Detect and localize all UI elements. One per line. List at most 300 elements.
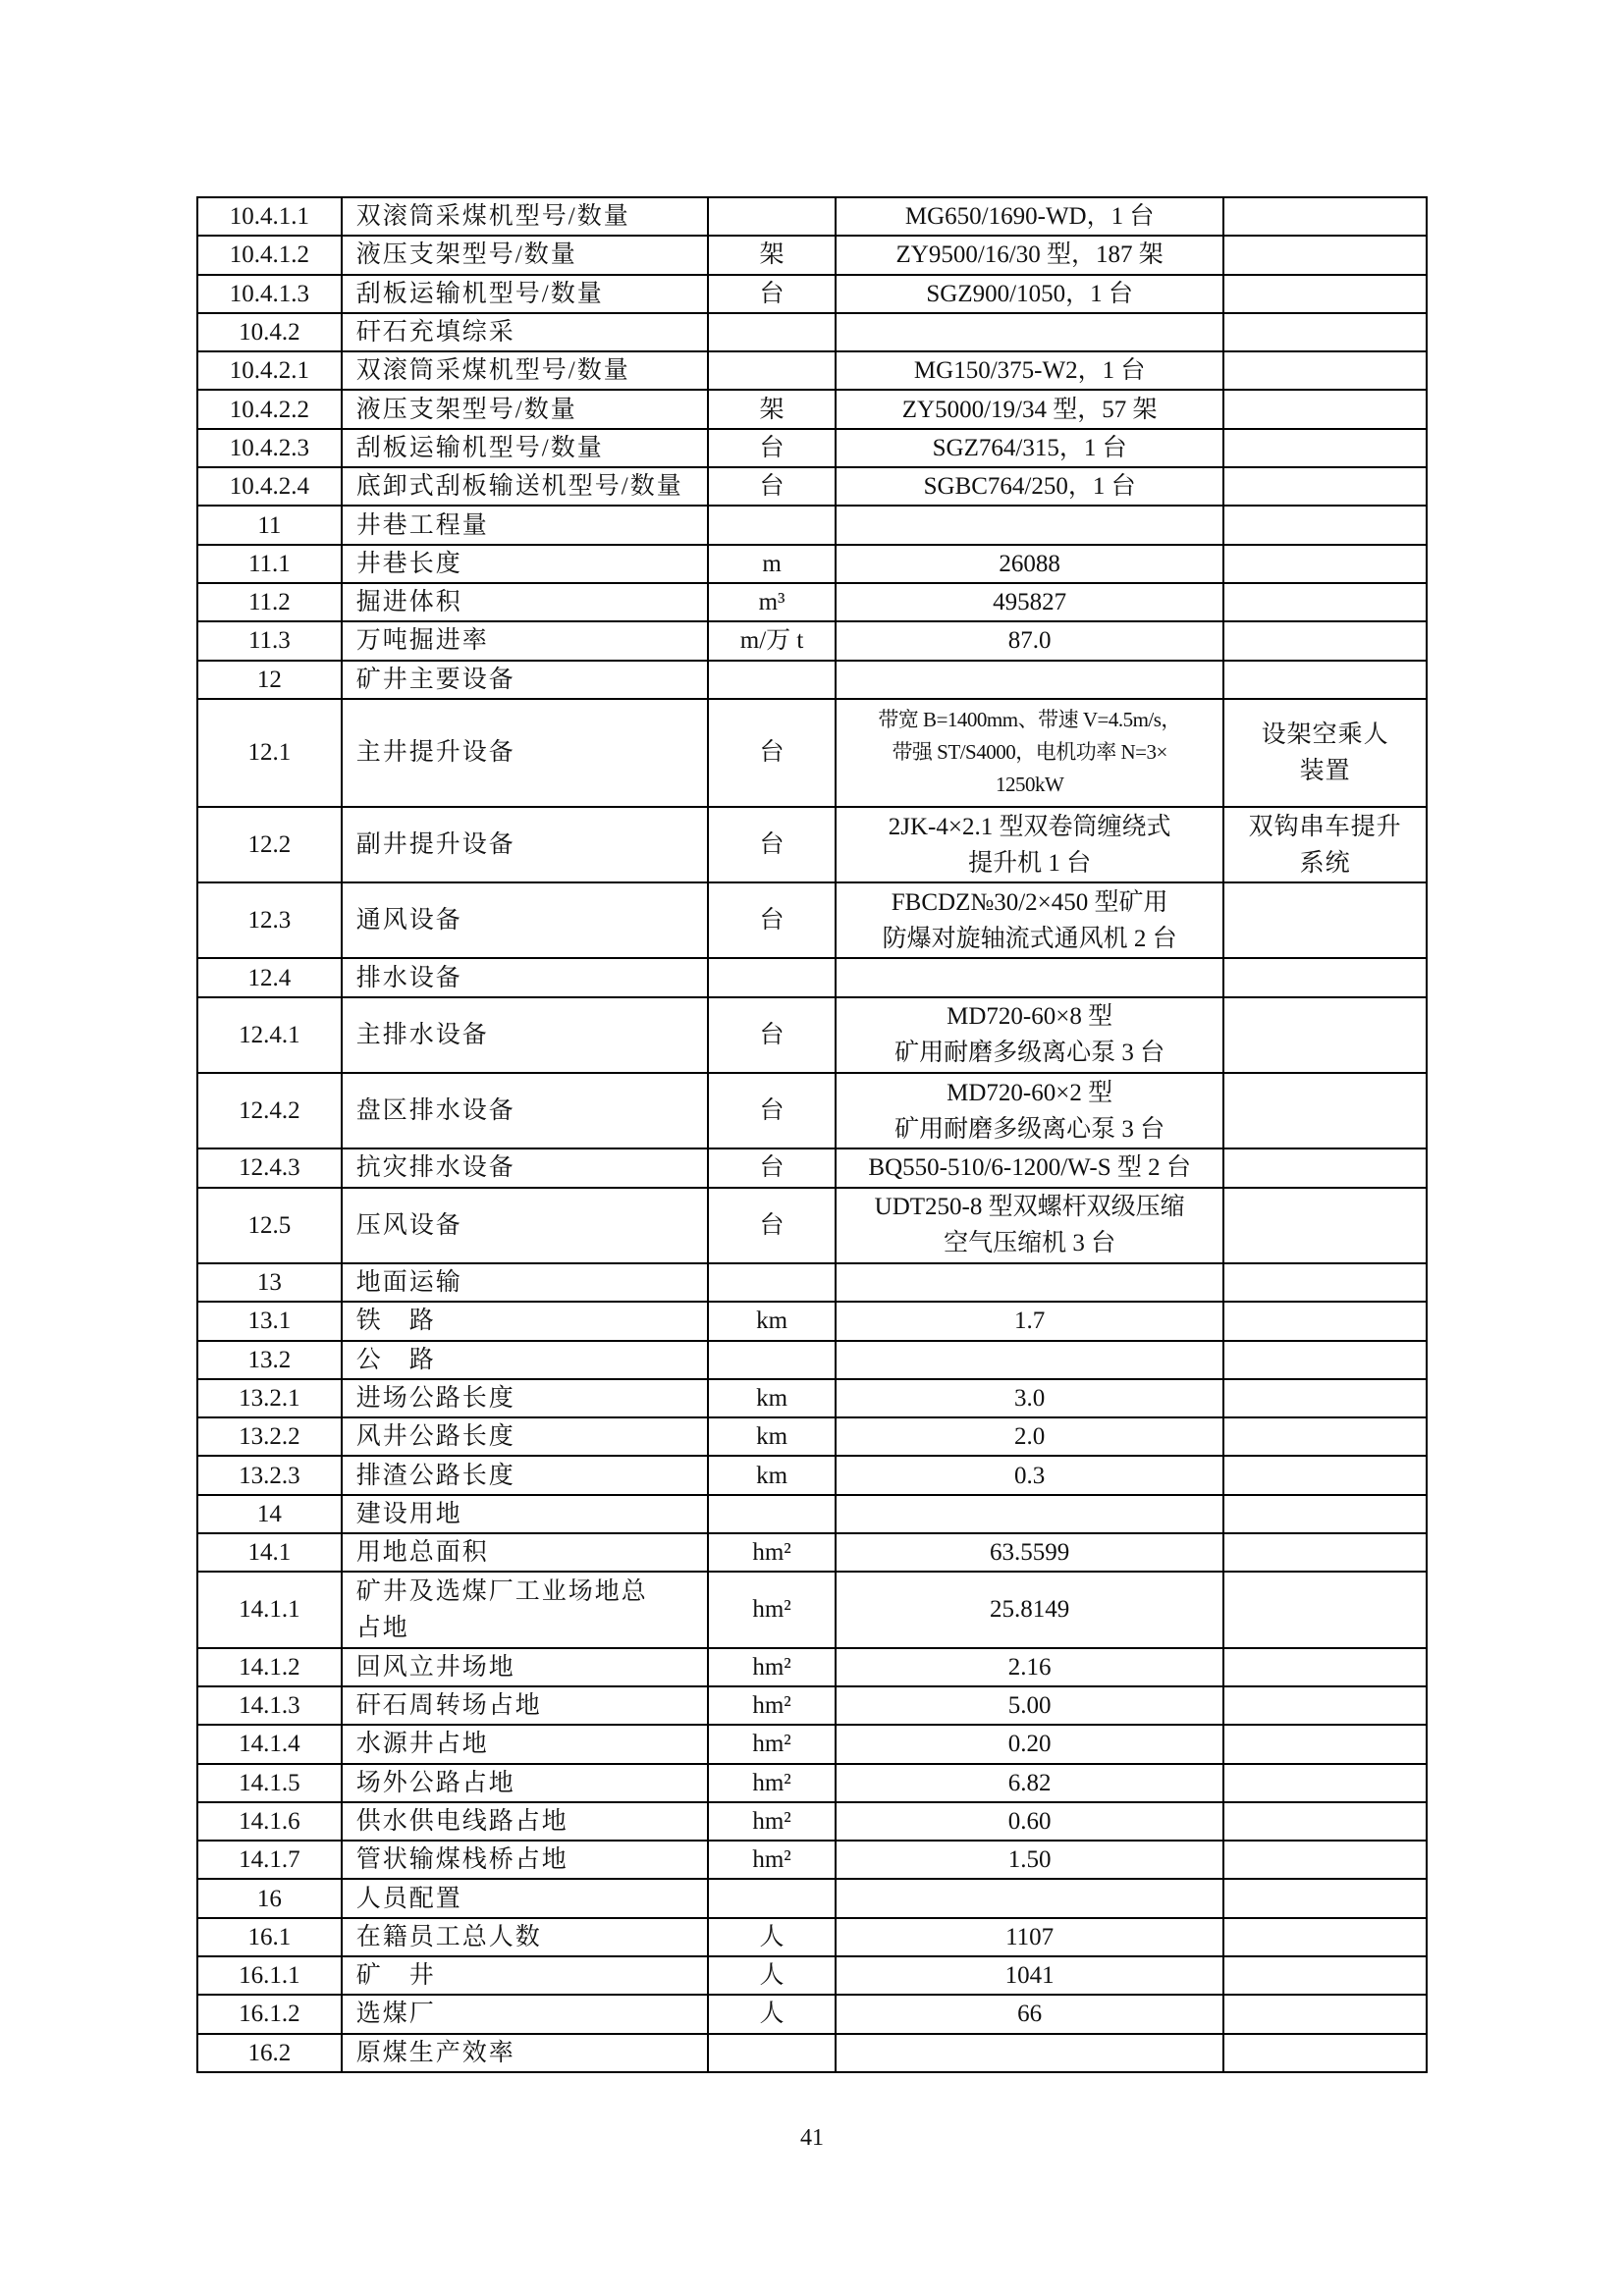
item-name-cell-text: 主排水设备: [355, 1021, 489, 1048]
note-cell: [1224, 1189, 1428, 1262]
unit-cell: [709, 2035, 837, 2071]
row-number-cell: [198, 1803, 343, 1840]
unit-cell-text: hm²: [752, 1731, 791, 1758]
unit-cell-text: km: [756, 1423, 788, 1451]
unit-cell-text: 人: [759, 1923, 785, 1950]
value-cell: [837, 1726, 1224, 1762]
unit-cell-text: 台: [759, 831, 785, 858]
item-name-cell: [343, 700, 709, 806]
table-row: [198, 662, 1428, 700]
value-cell: [837, 391, 1224, 427]
value-cell: [837, 1573, 1224, 1646]
row-number-cell-text: 14.1.7: [239, 1846, 300, 1874]
table-row: [198, 1457, 1428, 1495]
item-name-cell: [343, 662, 709, 698]
row-number-cell: [198, 1996, 343, 2032]
unit-cell-text: 人: [759, 1962, 785, 1990]
value-cell-text: ZY9500/16/30 型，187 架: [895, 241, 1164, 269]
unit-cell-text: 台: [759, 1097, 785, 1125]
note-cell: [1224, 1765, 1428, 1801]
note-cell: [1224, 622, 1428, 659]
unit-cell: [709, 662, 837, 698]
unit-cell-text: 台: [759, 1211, 785, 1239]
unit-cell: [709, 1264, 837, 1301]
note-cell-text: 设架空乘人 装置: [1261, 721, 1389, 784]
unit-cell: [709, 1534, 837, 1571]
item-name-cell: [343, 1803, 709, 1840]
value-cell: [837, 1803, 1224, 1840]
row-number-cell: [198, 314, 343, 350]
unit-cell: [709, 1380, 837, 1416]
row-number-cell: [198, 1074, 343, 1148]
table-row: [198, 1919, 1428, 1957]
item-name-cell-text: 底卸式刮板输送机型号/数量: [355, 473, 683, 501]
row-number-cell-text: 11.1: [247, 550, 291, 577]
note-cell: [1224, 808, 1428, 881]
table-row: [198, 1765, 1428, 1803]
item-name-cell: [343, 1649, 709, 1685]
item-name-cell: [343, 998, 709, 1072]
item-name-cell-text: 人员配置: [355, 1885, 462, 1912]
value-cell-text: 1107: [1005, 1923, 1055, 1950]
item-name-cell-text: 掘进体积: [355, 589, 462, 616]
row-number-cell: [198, 1380, 343, 1416]
item-name-cell-text: 盘区排水设备: [355, 1097, 515, 1125]
item-name-cell-text: 矿井及选煤厂工业场地总 占地: [355, 1577, 648, 1641]
value-cell-text: SGZ764/315，1 台: [932, 434, 1127, 461]
row-number-cell-text: 13.2.1: [239, 1384, 300, 1412]
row-number-cell: [198, 1303, 343, 1339]
row-number-cell-text: 12.2: [247, 831, 292, 858]
unit-cell: [709, 1418, 837, 1455]
note-cell: [1224, 352, 1428, 389]
item-name-cell-text: 风井公路长度: [355, 1423, 515, 1451]
item-name-cell-text: 刮板运输机型号/数量: [355, 280, 604, 307]
table-row: [198, 1880, 1428, 1918]
note-cell: [1224, 1342, 1428, 1378]
unit-cell: [709, 1189, 837, 1262]
table-row: [198, 1996, 1428, 2034]
table-row: [198, 883, 1428, 959]
value-cell: [837, 1342, 1224, 1378]
table-row: [198, 622, 1428, 661]
item-name-cell-text: 回风立井场地: [355, 1653, 515, 1681]
item-name-cell-text: 排水设备: [355, 964, 462, 991]
row-number-cell-text: 16.1.2: [239, 2001, 300, 2028]
item-name-cell: [343, 1880, 709, 1916]
item-name-cell-text: 用地总面积: [355, 1539, 489, 1567]
value-cell: [837, 430, 1224, 466]
unit-cell: [709, 1996, 837, 2032]
item-name-cell: [343, 622, 709, 659]
note-cell: [1224, 584, 1428, 620]
item-name-cell: [343, 808, 709, 881]
unit-cell: [709, 430, 837, 466]
table-row: [198, 1074, 1428, 1149]
value-cell-text: 87.0: [1007, 627, 1052, 655]
row-number-cell-text: 16.1.1: [239, 1962, 300, 1990]
unit-cell: [709, 276, 837, 312]
item-name-cell-text: 双滚筒采煤机型号/数量: [355, 357, 630, 385]
row-number-cell: [198, 1880, 343, 1916]
note-cell: [1224, 1996, 1428, 2032]
row-number-cell: [198, 1842, 343, 1878]
row-number-cell: [198, 237, 343, 273]
item-name-cell: [343, 1996, 709, 2032]
row-number-cell: [198, 1687, 343, 1724]
item-name-cell-text: 万吨掘进率: [355, 627, 489, 655]
note-cell: [1224, 391, 1428, 427]
note-cell: [1224, 1687, 1428, 1724]
table-row: [198, 1803, 1428, 1842]
row-number-cell: [198, 700, 343, 806]
item-name-cell: [343, 1573, 709, 1646]
item-name-cell: [343, 276, 709, 312]
table-row: [198, 998, 1428, 1074]
table-row: [198, 1380, 1428, 1418]
note-cell: [1224, 468, 1428, 505]
unit-cell-text: hm²: [752, 1769, 791, 1796]
note-cell: [1224, 1149, 1428, 1186]
value-cell-text: MD720-60×8 型 矿用耐磨多级离心泵 3 台: [894, 1003, 1165, 1067]
item-name-cell: [343, 1074, 709, 1148]
table-row: [198, 314, 1428, 352]
value-cell-text: 2.0: [1014, 1423, 1046, 1451]
unit-cell-text: 台: [759, 907, 785, 934]
table-row: [198, 1303, 1428, 1341]
row-number-cell-text: 13.1: [247, 1308, 292, 1335]
item-name-cell: [343, 1380, 709, 1416]
note-cell: [1224, 198, 1428, 235]
item-name-cell-text: 供水供电线路占地: [355, 1807, 568, 1835]
item-name-cell: [343, 1534, 709, 1571]
unit-cell-text: 台: [759, 739, 785, 767]
row-number-cell-text: 11.3: [247, 627, 291, 655]
table-row: [198, 2035, 1428, 2073]
unit-cell: [709, 468, 837, 505]
table-row: [198, 808, 1428, 883]
row-number-cell-text: 14.1.6: [239, 1807, 300, 1835]
table-row: [198, 546, 1428, 584]
item-name-cell: [343, 1342, 709, 1378]
value-cell-text: 带宽 B=1400mm、带速 V=4.5m/s， 带强 ST/S4000，电机功率 N=3× 1250kW: [878, 708, 1181, 797]
value-cell: [837, 1880, 1224, 1916]
value-cell: [837, 314, 1224, 350]
value-cell-text: 25.8149: [990, 1596, 1070, 1624]
table-row: [198, 1189, 1428, 1264]
value-cell-text: 66: [1017, 2001, 1043, 2028]
value-cell-text: 0.20: [1007, 1731, 1052, 1758]
value-cell: [837, 1534, 1224, 1571]
table-row: [198, 198, 1428, 237]
item-name-cell-text: 主井提升设备: [355, 739, 515, 767]
row-number-cell-text: 13.2.2: [239, 1423, 300, 1451]
value-cell: [837, 352, 1224, 389]
value-cell: [837, 1996, 1224, 2032]
unit-cell: [709, 1573, 837, 1646]
item-name-cell-text: 刮板运输机型号/数量: [355, 434, 604, 461]
item-name-cell: [343, 1842, 709, 1878]
row-number-cell: [198, 1726, 343, 1762]
row-number-cell: [198, 998, 343, 1072]
row-number-cell: [198, 1149, 343, 1186]
unit-cell: [709, 1496, 837, 1532]
note-cell: [1224, 883, 1428, 957]
value-cell-text: 3.0: [1014, 1384, 1046, 1412]
item-name-cell-text: 矸石周转场占地: [355, 1692, 542, 1720]
note-cell: [1224, 1496, 1428, 1532]
item-name-cell-text: 原煤生产效率: [355, 2039, 515, 2066]
item-name-cell: [343, 1726, 709, 1762]
unit-cell: [709, 1880, 837, 1916]
row-number-cell-text: 13.2: [247, 1346, 292, 1373]
table-row: [198, 237, 1428, 275]
unit-cell-text: hm²: [752, 1539, 791, 1567]
value-cell-text: FBCDZ№30/2×450 型矿用 防爆对旋轴流式通风机 2 台: [882, 888, 1177, 952]
item-name-cell: [343, 1264, 709, 1301]
value-cell-text: MG650/1690-WD，1 台: [904, 203, 1155, 231]
table-row: [198, 430, 1428, 468]
item-name-cell: [343, 883, 709, 957]
row-number-cell-text: 16: [256, 1885, 282, 1912]
value-cell: [837, 1303, 1224, 1339]
row-number-cell: [198, 959, 343, 995]
item-name-cell-text: 地面运输: [355, 1269, 462, 1297]
item-name-cell-text: 建设用地: [355, 1500, 462, 1527]
unit-cell-text: hm²: [752, 1807, 791, 1835]
item-name-cell-text: 进场公路长度: [355, 1384, 515, 1412]
value-cell-text: MG150/375-W2，1 台: [913, 357, 1146, 385]
item-name-cell-text: 管状输煤栈桥占地: [355, 1846, 568, 1874]
item-name-cell: [343, 1303, 709, 1339]
item-name-cell: [343, 468, 709, 505]
item-name-cell-text: 公 路: [355, 1346, 436, 1373]
item-name-cell-text: 压风设备: [355, 1211, 462, 1239]
table-row: [198, 584, 1428, 622]
row-number-cell: [198, 1457, 343, 1493]
table-row: [198, 507, 1428, 545]
table-row: [198, 1418, 1428, 1457]
value-cell-text: UDT250-8 型双螺杆双级压缩 空气压缩机 3 台: [874, 1194, 1185, 1257]
item-name-cell: [343, 1189, 709, 1262]
value-cell-text: 1041: [1004, 1962, 1055, 1990]
note-cell: [1224, 700, 1428, 806]
item-name-cell-text: 双滚筒采煤机型号/数量: [355, 203, 630, 231]
unit-cell: [709, 622, 837, 659]
item-name-cell-text: 水源井占地: [355, 1731, 489, 1758]
table-row: [198, 959, 1428, 997]
note-cell: [1224, 1074, 1428, 1148]
row-number-cell: [198, 1957, 343, 1994]
row-number-cell-text: 14.1: [247, 1539, 292, 1567]
unit-cell: [709, 883, 837, 957]
note-cell: [1224, 1264, 1428, 1301]
value-cell-text: SGBC764/250，1 台: [923, 473, 1136, 501]
unit-cell: [709, 1957, 837, 1994]
unit-cell: [709, 1342, 837, 1378]
table-row: [198, 1687, 1428, 1726]
row-number-cell: [198, 1189, 343, 1262]
value-cell: [837, 1496, 1224, 1532]
row-number-cell: [198, 1264, 343, 1301]
table-row: [198, 391, 1428, 429]
unit-cell: [709, 237, 837, 273]
note-cell: [1224, 276, 1428, 312]
specs-table: [196, 196, 1428, 2073]
item-name-cell: [343, 1919, 709, 1955]
unit-cell-text: 台: [759, 473, 785, 501]
item-name-cell: [343, 546, 709, 582]
unit-cell: [709, 391, 837, 427]
item-name-cell: [343, 1418, 709, 1455]
row-number-cell: [198, 1573, 343, 1646]
value-cell: [837, 700, 1224, 806]
row-number-cell-text: 14.1.1: [239, 1596, 300, 1624]
item-name-cell-text: 矿井主要设备: [355, 666, 515, 693]
row-number-cell-text: 13.2.3: [239, 1462, 300, 1489]
table-row: [198, 1573, 1428, 1648]
row-number-cell-text: 12.4.2: [239, 1097, 300, 1125]
item-name-cell-text: 矸石充填综采: [355, 319, 515, 347]
value-cell: [837, 1457, 1224, 1493]
value-cell: [837, 546, 1224, 582]
row-number-cell-text: 12.4: [247, 964, 292, 991]
item-name-cell: [343, 2035, 709, 2071]
unit-cell: [709, 1303, 837, 1339]
item-name-cell: [343, 1149, 709, 1186]
unit-cell-text: hm²: [752, 1692, 791, 1720]
note-cell: [1224, 662, 1428, 698]
unit-cell: [709, 808, 837, 881]
unit-cell-text: 台: [759, 1154, 785, 1182]
row-number-cell-text: 14.1.5: [239, 1769, 300, 1796]
unit-cell: [709, 1765, 837, 1801]
value-cell: [837, 1380, 1224, 1416]
value-cell-text: SGZ900/1050，1 台: [926, 280, 1133, 307]
row-number-cell-text: 12.4.1: [239, 1021, 300, 1048]
note-cell: [1224, 1957, 1428, 1994]
item-name-cell: [343, 1457, 709, 1493]
value-cell: [837, 468, 1224, 505]
row-number-cell: [198, 1342, 343, 1378]
item-name-cell: [343, 430, 709, 466]
item-name-cell: [343, 507, 709, 543]
row-number-cell: [198, 198, 343, 235]
note-cell: [1224, 1303, 1428, 1339]
value-cell-text: 1.7: [1014, 1308, 1046, 1335]
item-name-cell: [343, 352, 709, 389]
row-number-cell-text: 16.1: [247, 1923, 292, 1950]
item-name-cell: [343, 1496, 709, 1532]
value-cell: [837, 507, 1224, 543]
item-name-cell-text: 选煤厂: [355, 2001, 436, 2028]
note-cell: [1224, 546, 1428, 582]
note-cell: [1224, 507, 1428, 543]
value-cell-text: 6.82: [1007, 1769, 1052, 1796]
value-cell: [837, 1418, 1224, 1455]
value-cell-text: 26088: [999, 550, 1060, 577]
item-name-cell: [343, 198, 709, 235]
row-number-cell-text: 12.3: [247, 907, 292, 934]
item-name-cell-text: 副井提升设备: [355, 831, 515, 858]
item-name-cell: [343, 1765, 709, 1801]
unit-cell: [709, 507, 837, 543]
unit-cell-text: m³: [758, 589, 785, 616]
unit-cell-text: hm²: [752, 1653, 791, 1681]
row-number-cell: [198, 622, 343, 659]
row-number-cell: [198, 662, 343, 698]
value-cell: [837, 622, 1224, 659]
row-number-cell-text: 11: [257, 511, 282, 539]
item-name-cell-text: 通风设备: [355, 907, 462, 934]
unit-cell-text: 台: [759, 280, 785, 307]
row-number-cell: [198, 1649, 343, 1685]
value-cell: [837, 1919, 1224, 1955]
row-number-cell-text: 14.1.3: [239, 1692, 300, 1720]
note-cell: [1224, 1649, 1428, 1685]
table-row: [198, 1726, 1428, 1764]
unit-cell: [709, 700, 837, 806]
row-number-cell-text: 10.4.2.2: [229, 396, 309, 423]
value-cell: [837, 998, 1224, 1072]
note-cell: [1224, 1457, 1428, 1493]
unit-cell-text: km: [756, 1462, 788, 1489]
item-name-cell-text: 液压支架型号/数量: [355, 241, 577, 269]
note-cell: [1224, 1380, 1428, 1416]
unit-cell-text: 台: [759, 1021, 785, 1048]
table-row: [198, 1149, 1428, 1188]
row-number-cell: [198, 2035, 343, 2071]
value-cell: [837, 959, 1224, 995]
unit-cell: [709, 1149, 837, 1186]
unit-cell: [709, 959, 837, 995]
value-cell-text: MD720-60×2 型 矿用耐磨多级离心泵 3 台: [894, 1079, 1165, 1143]
value-cell: [837, 1264, 1224, 1301]
row-number-cell: [198, 352, 343, 389]
row-number-cell-text: 10.4.1.3: [229, 280, 309, 307]
note-cell: [1224, 1418, 1428, 1455]
note-cell: [1224, 1842, 1428, 1878]
row-number-cell: [198, 507, 343, 543]
unit-cell: [709, 1842, 837, 1878]
value-cell: [837, 1842, 1224, 1878]
row-number-cell-text: 16.2: [247, 2039, 292, 2066]
item-name-cell-text: 排渣公路长度: [355, 1462, 515, 1489]
row-number-cell-text: 10.4.2: [239, 319, 300, 347]
value-cell-text: 495827: [993, 589, 1067, 616]
item-name-cell: [343, 314, 709, 350]
value-cell: [837, 198, 1224, 235]
unit-cell-text: m/万 t: [739, 627, 804, 655]
unit-cell: [709, 998, 837, 1072]
unit-cell: [709, 1726, 837, 1762]
item-name-cell: [343, 959, 709, 995]
unit-cell-text: 架: [759, 396, 785, 423]
row-number-cell-text: 10.4.1.1: [229, 203, 309, 231]
row-number-cell-text: 12.4.3: [239, 1154, 300, 1182]
value-cell-text: 0.3: [1014, 1462, 1046, 1489]
table-row: [198, 1264, 1428, 1303]
value-cell-text: 2.16: [1007, 1653, 1052, 1681]
unit-cell: [709, 352, 837, 389]
value-cell: [837, 1957, 1224, 1994]
unit-cell: [709, 1919, 837, 1955]
row-number-cell-text: 10.4.1.2: [229, 241, 309, 269]
unit-cell: [709, 546, 837, 582]
value-cell-text: 1.50: [1007, 1846, 1052, 1874]
item-name-cell-text: 铁 路: [355, 1308, 436, 1335]
unit-cell-text: 台: [759, 434, 785, 461]
